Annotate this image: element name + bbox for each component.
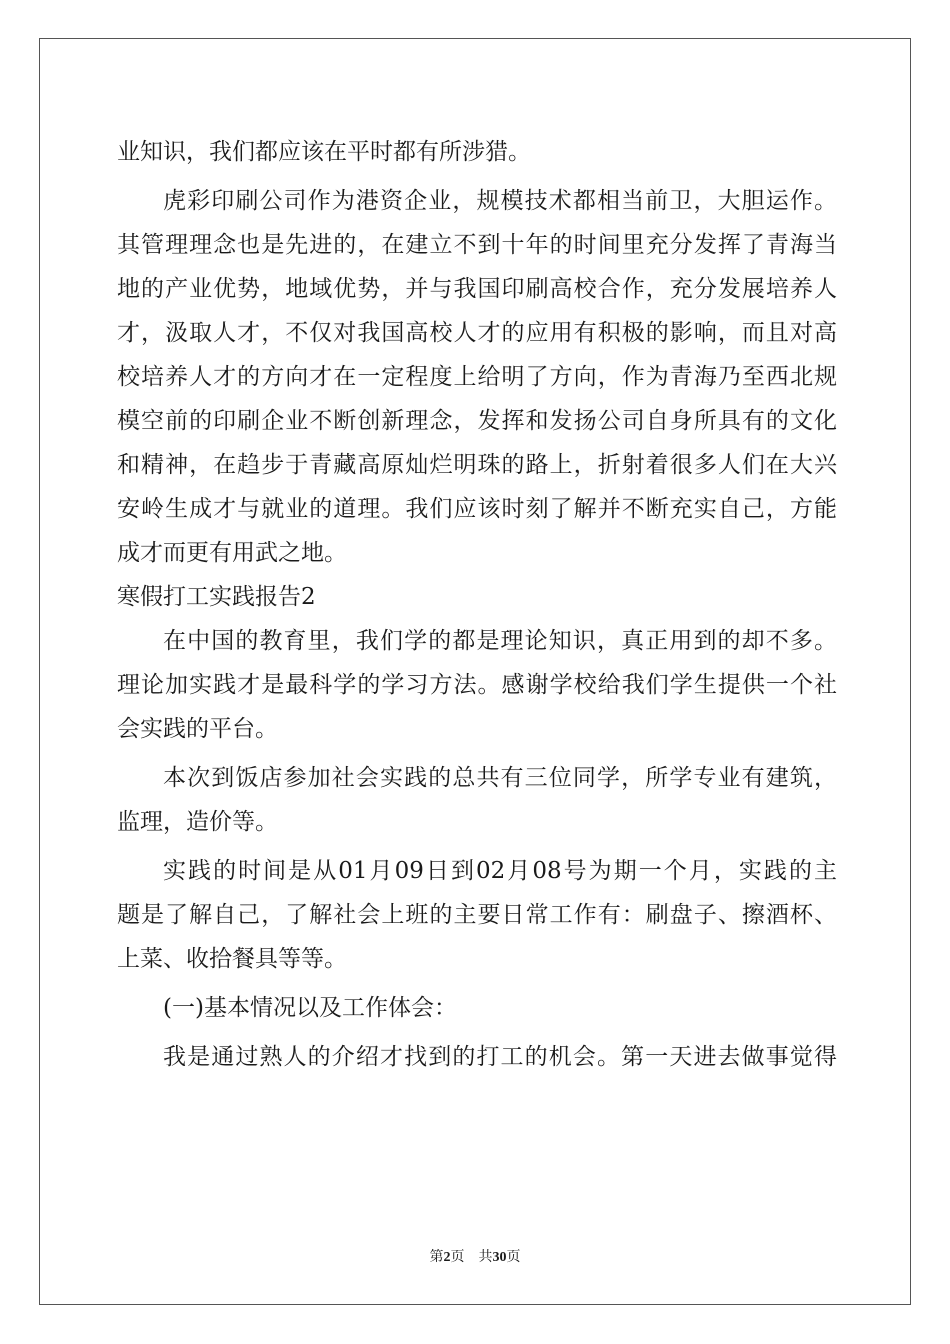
text-line-2: 虎彩印刷公司作为港资企业，规模技术都相当前卫，大胆运作。 (163, 188, 837, 214)
text-line-5: 才，汲取人才，不仅对我国高校人才的应用有积极的影响，而且对高 (117, 320, 837, 346)
footer-total-suffix: 页 (506, 1250, 521, 1265)
text-line-1: 业知识，我们都应该在平时都有所涉猎。 (117, 139, 531, 165)
text-line-13: 理论加实践才是最科学的学习方法。感谢学校给我们学生提供一个社 (117, 672, 837, 698)
footer-total-prefix: 共 (478, 1250, 493, 1265)
text-line-12: 在中国的教育里，我们学的都是理论知识，真正用到的却不多。 (163, 628, 837, 654)
footer-page-number: 2 (443, 1250, 451, 1265)
text-line-15: 本次到饭店参加社会实践的总共有三位同学，所学专业有建筑， (163, 765, 837, 791)
text-line-8: 和精神，在趋步于青藏高原灿烂明珠的路上，折射着很多人们在大兴 (117, 452, 837, 478)
text-line-18: 题是了解自己，了解社会上班的主要日常工作有：刷盘子、擦酒杯、 (117, 902, 837, 928)
text-line-14: 会实践的平台。 (117, 716, 278, 742)
section-heading: 寒假打工实践报告2 (117, 584, 316, 610)
text-line-6: 校培养人才的方向才在一定程度上给明了方向，作为青海乃至西北规 (117, 364, 837, 390)
text-line-7: 模空前的印刷企业不断创新理念，发挥和发扬公司自身所具有的文化 (117, 408, 837, 434)
text-line-10: 成才而更有用武之地。 (117, 540, 347, 566)
document-body (117, 130, 837, 1079)
page-footer (0, 1246, 950, 1266)
text-line-9: 安岭生成才与就业的道理。我们应该时刻了解并不断充实自己，方能 (117, 496, 837, 522)
text-line-19: 上菜、收拾餐具等等。 (117, 946, 347, 972)
text-line-17: 实践的时间是从01月09日到02月08号为期一个月，实践的主 (163, 858, 837, 884)
text-line-21: 我是通过熟人的介绍才找到的打工的机会。第一天进去做事觉得 (163, 1044, 837, 1070)
footer-page-suffix: 页 (450, 1250, 465, 1265)
footer-prefix: 第 (429, 1250, 444, 1265)
subsection-heading: (一)基本情况以及工作体会： (163, 995, 457, 1021)
footer-total-pages: 30 (492, 1250, 507, 1265)
text-line-4: 地的产业优势，地域优势，并与我国印刷高校合作，充分发展培养人 (117, 276, 837, 302)
text-line-3: 其管理理念也是先进的，在建立不到十年的时间里充分发挥了青海当 (117, 232, 837, 258)
text-line-16: 监理，造价等。 (117, 809, 278, 835)
